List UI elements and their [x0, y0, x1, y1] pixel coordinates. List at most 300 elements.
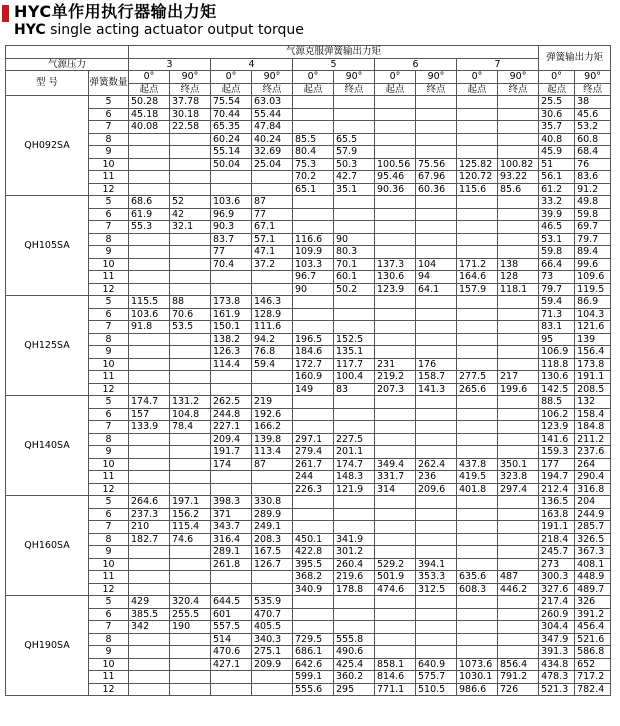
table-row	[6, 383, 611, 396]
spring-torque-cell: 300.3	[539, 571, 575, 584]
air-torque-cell: 121.9	[334, 483, 375, 496]
air-torque-cell	[211, 683, 252, 696]
air-torque-cell	[457, 333, 498, 346]
air-torque-cell: 427.1	[211, 658, 252, 671]
table-row	[6, 371, 611, 384]
air-torque-cell: 726	[498, 683, 539, 696]
spring-torque-cell: 83.1	[539, 321, 575, 334]
air-torque-cell	[416, 496, 457, 509]
spring-qty-cell: 12	[89, 583, 129, 596]
spring-torque-cell: 76	[575, 158, 611, 171]
spring-torque-cell: 109.6	[575, 271, 611, 284]
air-torque-cell: 55.3	[129, 221, 170, 234]
spring-torque-cell: 194.7	[539, 471, 575, 484]
air-torque-cell: 74.6	[170, 533, 211, 546]
air-torque-cell	[334, 521, 375, 534]
air-torque-cell: 37.78	[170, 96, 211, 109]
header-blank	[6, 46, 129, 59]
spring-torque-cell: 130.6	[539, 371, 575, 384]
air-torque-cell	[170, 158, 211, 171]
air-torque-cell	[375, 121, 416, 134]
header-spring-output: 弹簧输出力矩	[539, 46, 611, 71]
air-torque-cell: 262.5	[211, 396, 252, 409]
air-torque-cell	[457, 233, 498, 246]
air-torque-cell	[416, 208, 457, 221]
table-row	[6, 208, 611, 221]
air-torque-cell	[375, 596, 416, 609]
air-torque-cell	[457, 446, 498, 459]
spring-torque-cell: 61.2	[539, 183, 575, 196]
air-torque-cell: 67.96	[416, 171, 457, 184]
air-torque-cell: 42.7	[334, 171, 375, 184]
air-torque-cell	[252, 383, 293, 396]
air-torque-cell	[129, 283, 170, 296]
spring-qty-cell: 9	[89, 546, 129, 559]
spring-torque-cell: 489.7	[575, 583, 611, 596]
spring-torque-cell: 39.9	[539, 208, 575, 221]
spring-torque-cell: 367.3	[575, 546, 611, 559]
air-torque-cell: 642.6	[293, 658, 334, 671]
air-torque-cell: 76.8	[252, 346, 293, 359]
header-start: 起点	[539, 83, 575, 96]
air-torque-cell: 100.4	[334, 371, 375, 384]
air-torque-cell: 96.9	[211, 208, 252, 221]
spring-qty-cell: 11	[89, 571, 129, 584]
spring-torque-cell: 51	[539, 158, 575, 171]
spring-qty-cell: 5	[89, 296, 129, 309]
air-torque-cell: 32.1	[170, 221, 211, 234]
spring-qty-cell: 9	[89, 246, 129, 259]
spring-qty-cell: 11	[89, 671, 129, 684]
air-torque-cell: 371	[211, 508, 252, 521]
air-torque-cell	[416, 221, 457, 234]
spring-qty-cell: 12	[89, 283, 129, 296]
air-torque-cell: 148.3	[334, 471, 375, 484]
air-torque-cell	[498, 108, 539, 121]
spring-qty-cell: 8	[89, 633, 129, 646]
air-torque-cell	[416, 596, 457, 609]
header-pressure: 气源压力	[6, 58, 129, 71]
table-row	[6, 346, 611, 359]
air-torque-cell	[457, 221, 498, 234]
spring-qty-cell: 9	[89, 446, 129, 459]
air-torque-cell	[457, 196, 498, 209]
air-torque-cell: 279.4	[293, 446, 334, 459]
air-torque-cell	[375, 346, 416, 359]
spring-qty-cell: 10	[89, 258, 129, 271]
air-torque-cell	[416, 608, 457, 621]
air-torque-cell	[498, 296, 539, 309]
spring-torque-cell: 59.4	[539, 296, 575, 309]
table-row	[6, 296, 611, 309]
air-torque-cell	[375, 221, 416, 234]
spring-qty-cell: 10	[89, 158, 129, 171]
air-torque-cell: 45.18	[129, 108, 170, 121]
air-torque-cell	[457, 621, 498, 634]
header-end: 终点	[334, 83, 375, 96]
air-torque-cell: 75.54	[211, 96, 252, 109]
air-torque-cell	[129, 183, 170, 196]
air-torque-cell: 490.6	[334, 646, 375, 659]
air-torque-cell: 135.1	[334, 346, 375, 359]
air-torque-cell	[170, 546, 211, 559]
air-torque-cell	[498, 233, 539, 246]
table-row	[6, 133, 611, 146]
table-row	[6, 396, 611, 409]
air-torque-cell	[293, 121, 334, 134]
air-torque-cell: 35.1	[334, 183, 375, 196]
air-torque-cell	[498, 421, 539, 434]
spring-qty-cell: 7	[89, 521, 129, 534]
air-torque-cell	[334, 221, 375, 234]
air-torque-cell	[170, 471, 211, 484]
table-row	[6, 433, 611, 446]
air-torque-cell: 160.9	[293, 371, 334, 384]
air-torque-cell	[416, 408, 457, 421]
spring-qty-cell: 6	[89, 208, 129, 221]
air-torque-cell	[457, 133, 498, 146]
air-torque-cell: 104.8	[170, 408, 211, 421]
air-torque-cell: 207.3	[375, 383, 416, 396]
air-torque-cell	[498, 321, 539, 334]
air-torque-cell: 487	[498, 571, 539, 584]
air-torque-cell: 50.04	[211, 158, 252, 171]
air-torque-cell: 94.2	[252, 333, 293, 346]
air-torque-cell	[498, 121, 539, 134]
air-torque-cell: 575.7	[416, 671, 457, 684]
spring-torque-cell: 123.9	[539, 421, 575, 434]
spring-torque-cell: 45.6	[575, 108, 611, 121]
spring-qty-cell: 6	[89, 308, 129, 321]
air-torque-cell	[416, 108, 457, 121]
air-torque-cell	[293, 321, 334, 334]
air-torque-cell: 986.6	[457, 683, 498, 696]
air-torque-cell: 88	[170, 296, 211, 309]
air-torque-cell: 210	[129, 521, 170, 534]
air-torque-cell: 1073.6	[457, 658, 498, 671]
air-torque-cell: 104	[416, 258, 457, 271]
table-row	[6, 546, 611, 559]
air-torque-cell	[293, 496, 334, 509]
spring-torque-cell: 89.4	[575, 246, 611, 259]
air-torque-cell: 68.6	[129, 196, 170, 209]
air-torque-cell: 535.9	[252, 596, 293, 609]
air-torque-cell	[498, 146, 539, 159]
spring-qty-cell: 5	[89, 196, 129, 209]
spring-torque-cell: 173.8	[575, 358, 611, 371]
air-torque-cell: 64.1	[416, 283, 457, 296]
spring-qty-cell: 11	[89, 371, 129, 384]
air-torque-cell	[375, 133, 416, 146]
air-torque-cell: 209.9	[252, 658, 293, 671]
air-torque-cell	[457, 121, 498, 134]
air-torque-cell: 350.1	[498, 458, 539, 471]
air-torque-cell: 118.1	[498, 283, 539, 296]
air-torque-cell	[457, 533, 498, 546]
air-torque-cell	[457, 208, 498, 221]
air-torque-cell	[334, 596, 375, 609]
air-torque-cell: 70.44	[211, 108, 252, 121]
air-torque-cell: 120.72	[457, 171, 498, 184]
header-end: 终点	[575, 83, 611, 96]
model-name-cell: QH190SA	[6, 596, 89, 696]
spring-torque-cell: 237.6	[575, 446, 611, 459]
air-torque-cell	[211, 371, 252, 384]
spring-torque-cell: 119.5	[575, 283, 611, 296]
air-torque-cell	[334, 208, 375, 221]
air-torque-cell	[293, 621, 334, 634]
air-torque-cell: 314	[375, 483, 416, 496]
table-row	[6, 258, 611, 271]
air-torque-cell: 109.9	[293, 246, 334, 259]
air-torque-cell	[416, 121, 457, 134]
air-torque-cell	[170, 358, 211, 371]
air-torque-cell: 227.5	[334, 433, 375, 446]
spring-torque-cell: 56.1	[539, 171, 575, 184]
air-torque-cell	[252, 583, 293, 596]
air-torque-cell: 244.8	[211, 408, 252, 421]
air-torque-cell: 555.8	[334, 633, 375, 646]
air-torque-cell	[457, 296, 498, 309]
air-torque-cell	[375, 233, 416, 246]
table-row	[6, 533, 611, 546]
air-torque-cell	[375, 633, 416, 646]
spring-qty-cell: 11	[89, 471, 129, 484]
table-row	[6, 196, 611, 209]
spring-torque-cell: 586.8	[575, 646, 611, 659]
air-torque-cell	[129, 583, 170, 596]
air-torque-cell	[211, 583, 252, 596]
air-torque-cell: 40.08	[129, 121, 170, 134]
air-torque-cell: 297.1	[293, 433, 334, 446]
spring-torque-cell: 45.9	[539, 146, 575, 159]
spring-torque-cell: 71.3	[539, 308, 575, 321]
air-torque-cell	[416, 421, 457, 434]
torque-table	[5, 45, 611, 696]
header-row-2	[6, 58, 611, 71]
air-torque-cell: 90	[293, 283, 334, 296]
air-torque-cell	[375, 208, 416, 221]
air-torque-cell: 30.18	[170, 108, 211, 121]
table-row	[6, 446, 611, 459]
air-torque-cell	[457, 608, 498, 621]
air-torque-cell: 265.6	[457, 383, 498, 396]
spring-torque-cell: 273	[539, 558, 575, 571]
air-torque-cell: 90.36	[375, 183, 416, 196]
air-torque-cell	[498, 646, 539, 659]
air-torque-cell	[375, 446, 416, 459]
air-torque-cell: 78.4	[170, 421, 211, 434]
spring-torque-cell: 652	[575, 658, 611, 671]
air-torque-cell: 858.1	[375, 658, 416, 671]
table-row	[6, 483, 611, 496]
spring-torque-cell: 40.8	[539, 133, 575, 146]
air-torque-cell	[416, 296, 457, 309]
air-torque-cell: 111.6	[252, 321, 293, 334]
spring-torque-cell: 118.8	[539, 358, 575, 371]
spring-qty-cell: 8	[89, 433, 129, 446]
air-torque-cell	[334, 508, 375, 521]
air-torque-cell: 59.4	[252, 358, 293, 371]
air-torque-cell: 50.3	[334, 158, 375, 171]
air-torque-cell: 103.3	[293, 258, 334, 271]
spring-torque-cell: 79.7	[539, 283, 575, 296]
air-torque-cell: 368.2	[293, 571, 334, 584]
air-torque-cell: 419.5	[457, 471, 498, 484]
header-start: 起点	[211, 83, 252, 96]
air-torque-cell	[498, 246, 539, 259]
air-torque-cell: 50.2	[334, 283, 375, 296]
table-row	[6, 271, 611, 284]
table-row	[6, 583, 611, 596]
air-torque-cell	[416, 308, 457, 321]
air-torque-cell: 115.4	[170, 521, 211, 534]
air-torque-cell: 501.9	[375, 571, 416, 584]
air-torque-cell	[375, 396, 416, 409]
spring-torque-cell: 33.2	[539, 196, 575, 209]
air-torque-cell: 217	[498, 371, 539, 384]
header-start: 起点	[293, 83, 334, 96]
air-torque-cell: 201.1	[334, 446, 375, 459]
air-torque-cell: 261.8	[211, 558, 252, 571]
air-torque-cell	[457, 558, 498, 571]
air-torque-cell: 231	[375, 358, 416, 371]
air-torque-cell	[457, 246, 498, 259]
header-row-1	[6, 46, 611, 59]
air-torque-cell: 360.2	[334, 671, 375, 684]
air-torque-cell	[252, 183, 293, 196]
air-torque-cell	[170, 171, 211, 184]
spring-qty-cell: 9	[89, 346, 129, 359]
table-row	[6, 121, 611, 134]
air-torque-cell	[498, 596, 539, 609]
header-pressure-7: 7	[457, 58, 539, 71]
air-torque-cell	[457, 346, 498, 359]
spring-torque-cell: 156.4	[575, 346, 611, 359]
air-torque-cell: 196.5	[293, 333, 334, 346]
air-torque-cell: 342	[129, 621, 170, 634]
air-torque-cell	[211, 571, 252, 584]
air-torque-cell	[457, 308, 498, 321]
air-torque-cell	[129, 571, 170, 584]
model-name-cell: QH160SA	[6, 496, 89, 596]
air-torque-cell	[498, 358, 539, 371]
air-torque-cell: 249.1	[252, 521, 293, 534]
air-torque-cell	[416, 633, 457, 646]
air-torque-cell: 80.3	[334, 246, 375, 259]
air-torque-cell: 75.3	[293, 158, 334, 171]
air-torque-cell	[293, 396, 334, 409]
air-torque-cell	[416, 521, 457, 534]
air-torque-cell	[293, 196, 334, 209]
air-torque-cell: 137.3	[375, 258, 416, 271]
air-torque-cell	[375, 621, 416, 634]
air-torque-cell	[375, 96, 416, 109]
air-torque-cell: 158.7	[416, 371, 457, 384]
air-torque-cell: 450.1	[293, 533, 334, 546]
air-torque-cell	[252, 471, 293, 484]
air-torque-cell: 191.7	[211, 446, 252, 459]
spring-torque-cell: 59.8	[539, 246, 575, 259]
air-torque-cell	[416, 646, 457, 659]
header-deg90: 90°	[334, 71, 375, 84]
air-torque-cell: 341.9	[334, 533, 375, 546]
spring-qty-cell: 12	[89, 183, 129, 196]
air-torque-cell: 437.8	[457, 458, 498, 471]
air-torque-cell	[129, 433, 170, 446]
air-torque-cell: 57.1	[252, 233, 293, 246]
air-torque-cell: 209.4	[211, 433, 252, 446]
air-torque-cell: 83.7	[211, 233, 252, 246]
air-torque-cell	[375, 496, 416, 509]
air-torque-cell	[170, 383, 211, 396]
air-torque-cell: 289.1	[211, 546, 252, 559]
spring-torque-cell: 69.7	[575, 221, 611, 234]
air-torque-cell: 63.03	[252, 96, 293, 109]
air-torque-cell	[170, 558, 211, 571]
air-torque-cell: 32.69	[252, 146, 293, 159]
air-torque-cell: 125.82	[457, 158, 498, 171]
spring-qty-cell: 9	[89, 146, 129, 159]
air-torque-cell: 70.4	[211, 258, 252, 271]
air-torque-cell	[252, 571, 293, 584]
air-torque-cell: 114.4	[211, 358, 252, 371]
air-torque-cell	[129, 258, 170, 271]
air-torque-cell: 264.6	[129, 496, 170, 509]
air-torque-cell: 261.7	[293, 458, 334, 471]
header-deg90: 90°	[170, 71, 211, 84]
air-torque-cell	[457, 496, 498, 509]
air-torque-cell: 65.5	[334, 133, 375, 146]
air-torque-cell: 94	[416, 271, 457, 284]
air-torque-cell: 791.2	[498, 671, 539, 684]
air-torque-cell: 60.24	[211, 133, 252, 146]
air-torque-cell	[129, 171, 170, 184]
spring-qty-cell: 7	[89, 321, 129, 334]
air-torque-cell	[457, 546, 498, 559]
title-en-brand: HYC	[14, 22, 46, 38]
title-red-marker	[2, 5, 9, 22]
header-pressure-6: 6	[375, 58, 457, 71]
header-deg90: 90°	[252, 71, 293, 84]
spring-torque-cell: 434.8	[539, 658, 575, 671]
air-torque-cell	[457, 396, 498, 409]
air-torque-cell: 103.6	[211, 196, 252, 209]
air-torque-cell	[170, 346, 211, 359]
spring-torque-cell: 159.3	[539, 446, 575, 459]
table-row	[6, 108, 611, 121]
spring-torque-cell: 244.9	[575, 508, 611, 521]
table-row	[6, 283, 611, 296]
spring-torque-cell: 184.8	[575, 421, 611, 434]
air-torque-cell: 130.6	[375, 271, 416, 284]
spring-qty-cell: 9	[89, 646, 129, 659]
table-row	[6, 496, 611, 509]
air-torque-cell	[129, 146, 170, 159]
air-torque-cell	[334, 408, 375, 421]
header-air-force: 气源克服弹簧输出力矩	[129, 46, 539, 59]
air-torque-cell: 330.8	[252, 496, 293, 509]
air-torque-cell	[252, 271, 293, 284]
table-row	[6, 683, 611, 696]
air-torque-cell: 199.6	[498, 383, 539, 396]
table-row	[6, 408, 611, 421]
table-row	[6, 358, 611, 371]
air-torque-cell: 25.04	[252, 158, 293, 171]
header-row-3	[6, 71, 611, 84]
air-torque-cell: 601	[211, 608, 252, 621]
air-torque-cell: 167.5	[252, 546, 293, 559]
